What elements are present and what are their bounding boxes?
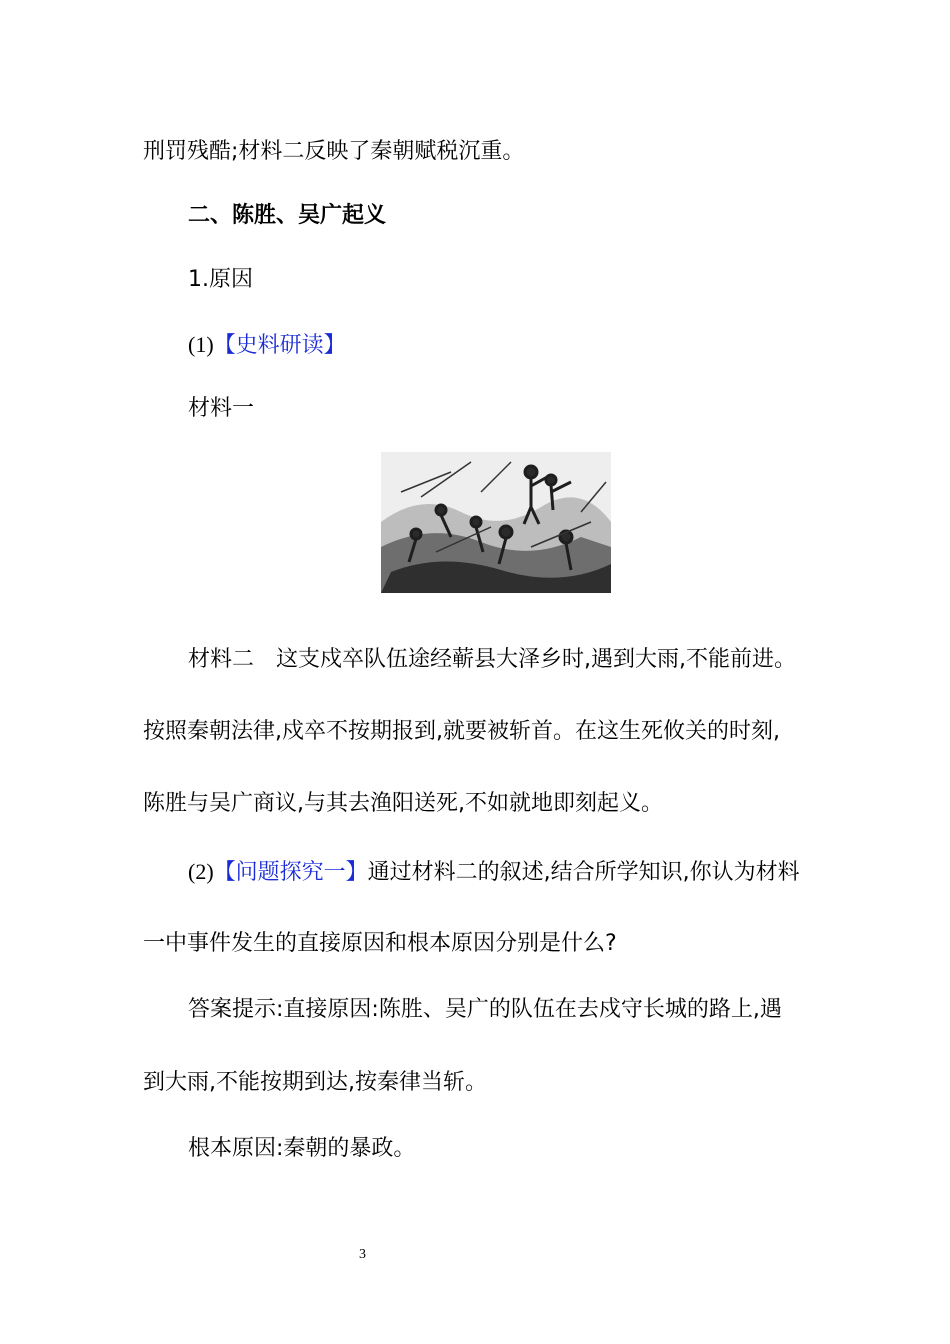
- material-two-text-1: 这支戍卒队伍途经蕲县大泽乡时,遇到大雨,不能前进。: [276, 647, 797, 672]
- material-two-line-2: 按照秦朝法律,戍卒不按期报到,就要被斩首。在这生死攸关的时刻,: [143, 719, 780, 744]
- material-one-label: 材料一: [188, 396, 255, 421]
- battle-illustration-icon: [381, 452, 611, 593]
- question-line-1: [188, 857, 800, 888]
- material-two-label: 材料二: [188, 647, 255, 672]
- question-line-2: 一中事件发生的直接原因和根本原因分别是什么?: [143, 931, 617, 956]
- material-two-line-3: 陈胜与吴广商议,与其去渔阳送死,不如就地即刻起义。: [143, 791, 663, 816]
- question-number: (2): [188, 859, 214, 884]
- section-heading: 二、陈胜、吴广起义: [188, 203, 387, 228]
- study-tag: 【史料研读】: [213, 333, 346, 358]
- answer-line-2: 到大雨,不能按期到达,按秦律当斩。: [143, 1070, 487, 1095]
- question-tag: 【问题探究一】: [213, 860, 368, 885]
- subheading-cause: 1.原因: [188, 267, 253, 292]
- answer-line-3: 根本原因:秦朝的暴政。: [188, 1136, 416, 1161]
- answer-line-1: 答案提示:直接原因:陈胜、吴广的队伍在去戍守长城的路上,遇: [188, 997, 782, 1022]
- study-number: (1): [188, 332, 214, 357]
- question-text-1: 通过材料二的叙述,结合所学知识,你认为材料: [367, 860, 800, 885]
- paragraph-end: 刑罚残酷;材料二反映了秦朝赋税沉重。: [143, 139, 525, 164]
- page-number: 3: [359, 1247, 366, 1262]
- study-heading: [188, 330, 346, 361]
- material-two-line-1: [188, 645, 796, 675]
